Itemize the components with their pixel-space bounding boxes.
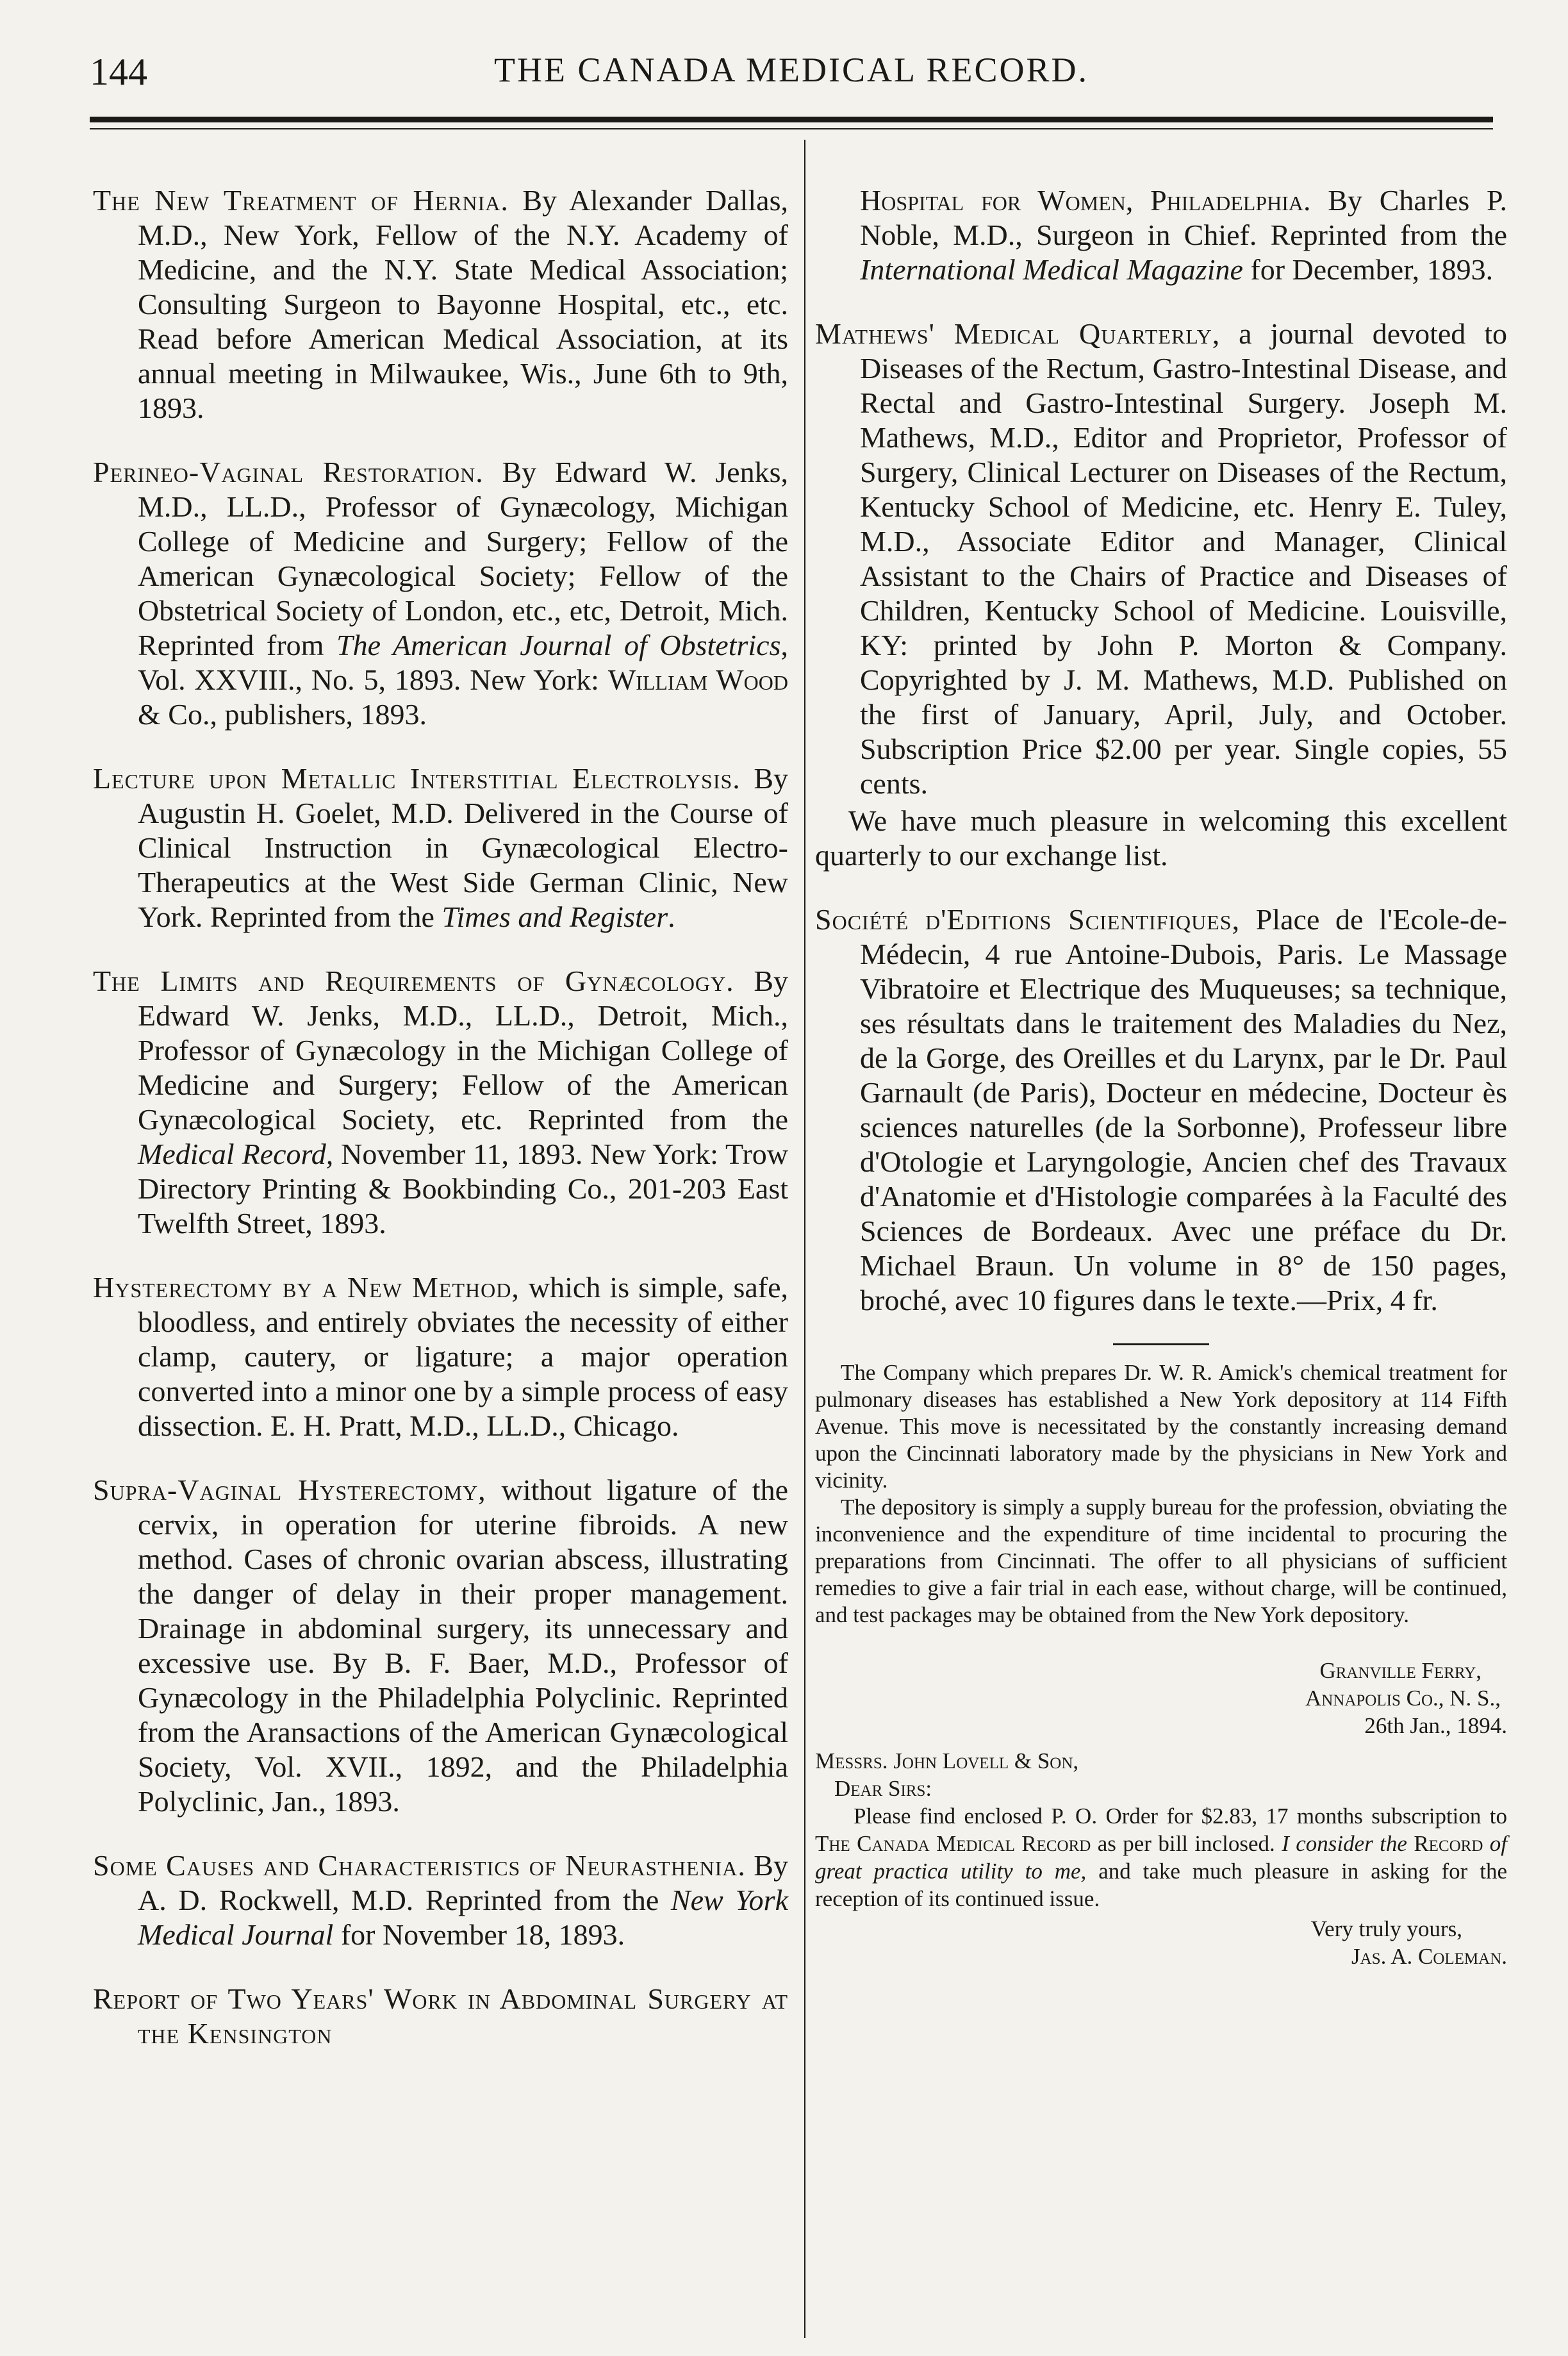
entry-text: By Edward W. Jenks, M.D., LL.D., Professor of Gynæcology, Michigan College of Medicine and Surgery; Fellow of the American Gynæcological Society; Fellow of the Obstetrical Society of London, etc., etc, Detroit, Mich. Reprinted from <box>138 456 788 661</box>
letter-text: Please find enclosed P. O. Order for $2.83, 17 months subscription to <box>854 1804 1507 1829</box>
letter-place: Annapolis Co., N. S., <box>1305 1686 1501 1711</box>
entry-text: By Augustin H. Goelet, M.D. Delivered in the Course of Clinical Instruction in Gynæcological Electro-Therapeutics at the West Side German Clinic, New York. Reprinted from the <box>138 762 789 933</box>
letter-body <box>815 1802 1507 1912</box>
page-number: 144 <box>90 51 147 93</box>
header-rule-thick <box>90 117 1493 122</box>
column-divider <box>804 140 805 2338</box>
list-item <box>93 964 788 1241</box>
entry-journal-title: International Medical Magazine <box>860 253 1243 286</box>
entry-title: Mathews' Medical Quarterly, <box>815 317 1221 350</box>
letter-recipient: Messrs. John Lovell & Son, <box>815 1748 1079 1773</box>
entry-text: & Co., publishers, 1893. <box>138 698 427 731</box>
entry-text: By Alexander Dallas, M.D., New York, Fellow of the N.Y. Academy of Medicine, and the N.Y. State Medical Association; Consulting Surgeon to Bayonne Hospital, etc., etc. Read before American Medical Association, at its annual meeting in Milwaukee, Wis., June 6th to 9th, 1893. <box>138 184 788 424</box>
notice-paragraph: The Company which prepares Dr. W. R. Amick's chemical treatment for pulmonary diseases has established a New York depository at 114 Fifth Avenue. This move is necessitated by the constantly increasing demand upon the Cincinnati laboratory made by the physicians in New York and vicinity. <box>815 1360 1507 1493</box>
notice-paragraph: The depository is simply a supply bureau for the profession, obviating the inconvenience and the expenditure of time incidental to procuring the preparations from Cincinnati. The offer to all physicians of sufficient remedies to give a fair trial in each ease, without charge, will be continued, and test packages may be obtained from the New York depository. <box>815 1495 1507 1627</box>
entry-title: Supra-Vaginal Hysterectomy, <box>93 1473 486 1506</box>
list-item <box>815 317 1507 801</box>
entry-title: The Limits and Requirements of Gynæcology. <box>93 965 734 997</box>
entry-text: , Vol. XXVIII., No. 5, 1893. New York: <box>138 629 788 696</box>
entry-journal-title: New York Medical Journal <box>138 1884 788 1951</box>
entry-journal-title: Medical Record, <box>138 1138 334 1170</box>
list-item <box>93 1848 788 1952</box>
letter-closing: Very truly yours, <box>1310 1916 1462 1941</box>
entry-journal-title: Times and Register <box>442 900 668 933</box>
entry-title: Lecture upon Metallic Interstitial Electrolysis. <box>93 762 741 795</box>
subscriber-letter <box>815 1657 1507 1970</box>
entry-text: a journal devoted to Diseases of the Rectum, Gastro-Intestinal Disease, and Rectal and Gastro-Intestinal Surgery. Joseph M. Mathews, M.D., Editor and Proprietor, Professor of Surgery, Clinical Lecturer on Diseases of the Rectum, Kentucky School of Medicine, etc. Henry E. Tuley, M.D., Associate Editor and Manager, Clinical Assistant to the Chairs of Practice and Diseases of Children, Kentucky School of Medicine. Louisville, KY: printed by John P. Morton & Company. Copyrighted by J. M. Mathews, M.D. Published on the first of January, April, July, and October. Subscription Price $2.00 per year. Single copies, 55 cents. <box>860 317 1508 800</box>
letter-emphasis: I consider the <box>1282 1831 1414 1856</box>
list-item <box>93 455 788 732</box>
letter-text: and take much pleasure in asking for the reception of its continued issue. <box>815 1859 1507 1911</box>
entry-title: Some Causes and Characteristics of Neurasthenia. <box>93 1849 746 1882</box>
list-item <box>93 1982 788 2051</box>
letter-address <box>815 1657 1507 1739</box>
letter-signature: Jas. A. Coleman. <box>1351 1944 1507 1969</box>
entry-title: Perineo-Vaginal Restoration. <box>93 456 484 488</box>
entry-title: Report of Two Years' Work in Abdominal Surgery at the Kensington <box>93 1982 788 2050</box>
entry-text: without ligature of the cervix, in operation for uterine fibroids. A new method. Cases of chronic ovarian abscess, illustrating the danger of delay in their proper management. Drainage in abdominal surgery, its unnecessary and excessive use. By B. F. Baer, M.D., Professor of Gynæcology in the Philadelphia Polyclinic. Reprinted from the Aransactions of the American Gynæcological Society, Vol. XVII., 1892, and the Philadelphia Polyclinic, Jan., 1893. <box>138 1473 789 1818</box>
entry-text: By A. D. Rockwell, M.D. Reprinted from the <box>138 1849 788 1916</box>
letter-journal-name: The Canada Medical Record <box>815 1831 1091 1856</box>
letter-salutation: Dear Sirs: <box>834 1776 932 1801</box>
entry-title: Hysterectomy by a New Method, <box>93 1271 520 1304</box>
list-item <box>93 183 788 426</box>
entry-text: By Edward W. Jenks, M.D., LL.D., Detroit, Mich., Professor of Gynæcology in the Michigan College of Medicine and Surgery; Fellow of the American Gynæcological Society, etc. Reprinted from the <box>138 965 788 1136</box>
right-column <box>815 154 1507 1970</box>
letter-place: Granville Ferry, <box>1319 1658 1481 1683</box>
entry-text: . <box>668 900 675 933</box>
letter-emphasis: of great practica utility to me, <box>815 1831 1508 1884</box>
page-header <box>90 50 1493 101</box>
left-column <box>93 154 788 2066</box>
entry-continuation-title: Hospital for Women, Philadelphia. <box>860 184 1311 217</box>
section-divider <box>1113 1343 1209 1345</box>
header-rule-thin <box>90 128 1493 129</box>
letter-text: as per bill inclosed. <box>1091 1831 1282 1856</box>
running-title: THE CANADA MEDICAL RECORD. <box>494 51 1089 89</box>
list-item <box>93 1473 788 1819</box>
entry-continuation <box>815 183 1507 287</box>
entry-text: November 11, 1893. New York: Trow Directory Printing & Bookbinding Co., 201-203 East Twelfth Street, 1893. <box>138 1138 789 1240</box>
list-item <box>93 761 788 934</box>
list-item <box>93 1270 788 1443</box>
letter-journal-name: Record <box>1414 1831 1483 1856</box>
entry-title: The New Treatment of Hernia. <box>93 184 509 217</box>
list-item <box>815 902 1507 1318</box>
amick-notice <box>815 1359 1507 1629</box>
entry-text: By Charles P. Noble, M.D., Surgeon in Chief. Reprinted from the <box>860 184 1507 251</box>
entry-text: Place de l'Ecole-de-Médecin, 4 rue Antoine-Dubois, Paris. Le Massage Vibratoire et Electrique des Muqueuses; sa technique, ses résultats dans le traitement des Maladies du Nez, de la Gorge, des Oreilles et du Larynx, par le Dr. Paul Garnault (de Paris), Docteur en médecine, Docteur ès sciences naturelles (de la Sorbonne), Professeur libre d'Otologie et Laryngologie, Ancien chef des Travaux d'Anatomie et d'Histologie comparées à la Faculté des Sciences de Bordeaux. Avec une préface du Dr. Michael Braun. Un volume in 8° de 150 pages, broché, avec 10 figures dans le texte.—Prix, 4 fr. <box>860 903 1507 1316</box>
entry-journal-title: The American Journal of Obstetrics <box>336 629 781 661</box>
entry-publisher: William Wood <box>607 663 788 696</box>
entry-text: which is simple, safe, bloodless, and entirely obviates the necessity of either clamp, cautery, or ligature; a major operation converted into a minor one by a simple process of easy dissection. E. H. Pratt, M.D., LL.D., Chicago. <box>138 1271 789 1442</box>
editorial-note: We have much pleasure in welcoming this excellent quarterly to our exchange list. <box>815 804 1507 872</box>
letter-date: 26th Jan., 1894. <box>1364 1713 1507 1738</box>
entry-text: for December, 1893. <box>1242 253 1494 286</box>
entry-title: Société d'Editions Scientifiques, <box>815 903 1241 936</box>
entry-text: for November 18, 1893. <box>333 1918 625 1951</box>
